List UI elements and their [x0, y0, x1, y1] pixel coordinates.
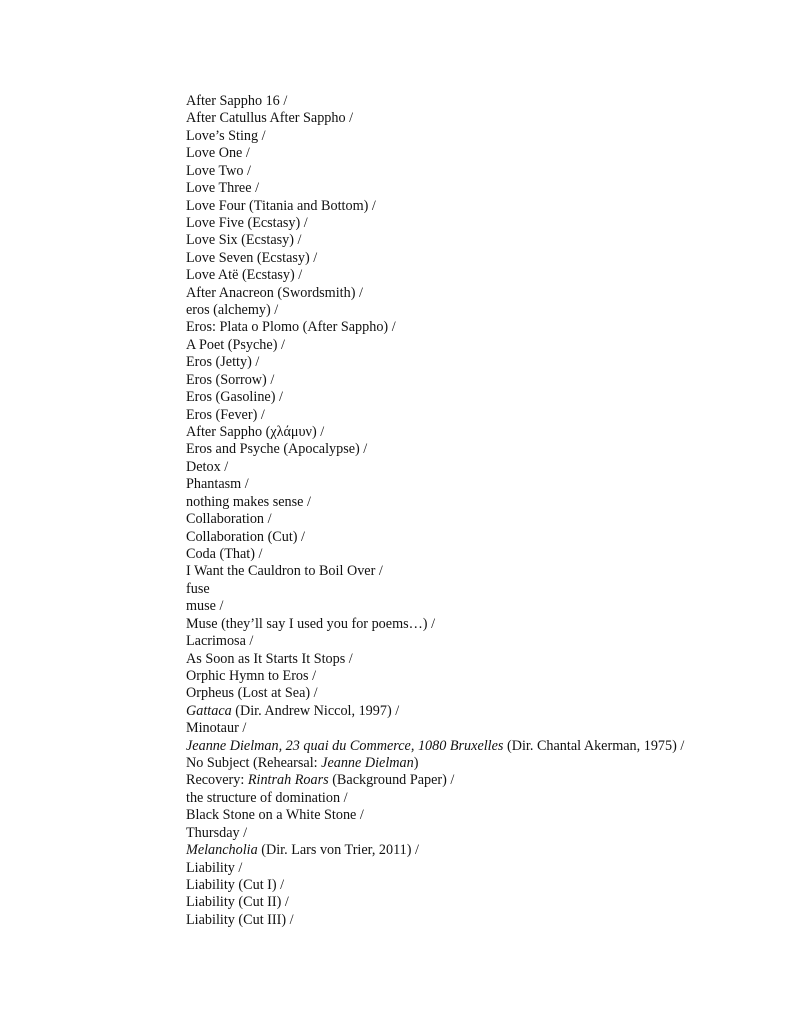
entry-title: Coda (That) /: [186, 545, 263, 562]
entry-italic-title: Jeanne Dielman, 23 quai du Commerce, 1080 Bruxelles: [186, 737, 504, 754]
contents-entry: [186, 354, 684, 371]
contents-entry: [186, 772, 684, 789]
contents-entry: [186, 372, 684, 389]
contents-entry: [186, 110, 684, 127]
entry-title: fuse: [186, 580, 210, 597]
entry-title: Orphic Hymn to Eros /: [186, 667, 317, 684]
entry-title: Liability /: [186, 859, 243, 876]
entry-title: Liability (Cut I) /: [186, 876, 285, 893]
entry-title: As Soon as It Starts It Stops /: [186, 650, 353, 667]
entry-title: Detox /: [186, 458, 229, 475]
entry-italic-title: Jeanne Dielman: [321, 755, 414, 772]
contents-entry: [186, 529, 684, 546]
entry-title: Eros (Gasoline) /: [186, 389, 283, 406]
contents-entry: [186, 215, 684, 232]
entry-title-suffix: (Background Paper) /: [328, 772, 455, 789]
contents-entry: [186, 128, 684, 145]
entry-title: Love Six (Ecstasy) /: [186, 232, 302, 249]
entry-title: Phantasm /: [186, 476, 249, 493]
entry-title-suffix: (Dir. Lars von Trier, 2011) /: [257, 842, 419, 859]
entry-title: Thursday /: [186, 824, 248, 841]
entry-title: After Sappho (χλάμυν) /: [186, 424, 325, 441]
entry-title: I Want the Cauldron to Boil Over /: [186, 563, 383, 580]
contents-entry: [186, 546, 684, 563]
entry-title-suffix: (Dir. Andrew Niccol, 1997) /: [231, 702, 400, 719]
contents-entry: [186, 319, 684, 336]
contents-entry: [186, 163, 684, 180]
entry-title: Eros and Psyche (Apocalypse) /: [186, 441, 368, 458]
contents-entry: [186, 424, 684, 441]
entry-title: Love Five (Ecstasy) /: [186, 214, 308, 231]
entry-title: Liability (Cut II) /: [186, 894, 289, 911]
entry-italic-title: Gattaca: [186, 702, 232, 719]
contents-list: [186, 93, 684, 929]
entry-title: the structure of domination /: [186, 789, 348, 806]
contents-entry: [186, 842, 684, 859]
entry-title: Eros (Fever) /: [186, 406, 265, 423]
entry-title: Love One /: [186, 145, 250, 162]
entry-title: Love Two /: [186, 162, 251, 179]
contents-entry: [186, 912, 684, 929]
entry-title: muse /: [186, 598, 224, 615]
contents-entry: [186, 877, 684, 894]
contents-entry: [186, 563, 684, 580]
entry-title: Black Stone on a White Stone /: [186, 807, 364, 824]
entry-title: Liability (Cut III) /: [186, 911, 294, 928]
entry-title: Collaboration /: [186, 511, 272, 528]
contents-entry: [186, 807, 684, 824]
contents-entry: [186, 598, 684, 615]
contents-entry: [186, 703, 684, 720]
entry-title-suffix: ): [413, 755, 419, 772]
contents-entry: [186, 232, 684, 249]
contents-entry: [186, 407, 684, 424]
contents-entry: [186, 267, 684, 284]
entry-title: Minotaur /: [186, 720, 247, 737]
entry-title: Muse (they’ll say I used you for poems…) /: [186, 615, 436, 632]
contents-entry: [186, 302, 684, 319]
contents-entry: [186, 459, 684, 476]
contents-entry: [186, 198, 684, 215]
entry-title: After Sappho 16 /: [186, 93, 288, 109]
contents-entry: [186, 790, 684, 807]
contents-entry: [186, 250, 684, 267]
contents-entry: [186, 668, 684, 685]
contents-entry: [186, 145, 684, 162]
contents-entry: [186, 337, 684, 354]
entry-title-prefix: No Subject (Rehearsal:: [186, 755, 322, 772]
contents-entry: [186, 93, 684, 110]
entry-title: Eros (Jetty) /: [186, 354, 260, 371]
contents-entry: [186, 651, 684, 668]
entry-title: nothing makes sense /: [186, 493, 311, 510]
entry-title: Collaboration (Cut) /: [186, 528, 306, 545]
entry-title: Love Three /: [186, 180, 260, 197]
contents-entry: [186, 633, 684, 650]
entry-title: A Poet (Psyche) /: [186, 336, 285, 353]
entry-title-suffix: (Dir. Chantal Akerman, 1975) /: [503, 737, 685, 754]
contents-entry: [186, 720, 684, 737]
contents-entry: [186, 894, 684, 911]
contents-entry: [186, 389, 684, 406]
entry-title-prefix: Recovery:: [186, 772, 248, 789]
contents-entry: [186, 285, 684, 302]
entry-title: Lacrimosa /: [186, 633, 254, 650]
entry-title: eros (alchemy) /: [186, 302, 279, 319]
contents-entry: [186, 755, 684, 772]
contents-entry: [186, 494, 684, 511]
entry-title: After Catullus After Sappho /: [186, 110, 354, 127]
contents-entry: [186, 441, 684, 458]
contents-entry: [186, 581, 684, 598]
contents-entry: [186, 860, 684, 877]
contents-entry: [186, 616, 684, 633]
entry-title: Orpheus (Lost at Sea) /: [186, 685, 318, 702]
entry-title: Love Four (Titania and Bottom) /: [186, 197, 376, 214]
entry-title: Love Seven (Ecstasy) /: [186, 249, 318, 266]
contents-entry: [186, 180, 684, 197]
entry-italic-title: Rintrah Roars: [247, 772, 329, 789]
entry-title: Eros (Sorrow) /: [186, 371, 275, 388]
contents-entry: [186, 511, 684, 528]
entry-title: After Anacreon (Swordsmith) /: [186, 284, 363, 301]
entry-italic-title: Melancholia: [186, 842, 258, 859]
contents-entry: [186, 738, 684, 755]
entry-title: Love Atë (Ecstasy) /: [186, 267, 303, 284]
entry-title: Love’s Sting /: [186, 127, 266, 144]
contents-entry: [186, 476, 684, 493]
entry-title: Eros: Plata o Plomo (After Sappho) /: [186, 319, 396, 336]
contents-entry: [186, 685, 684, 702]
contents-entry: [186, 825, 684, 842]
